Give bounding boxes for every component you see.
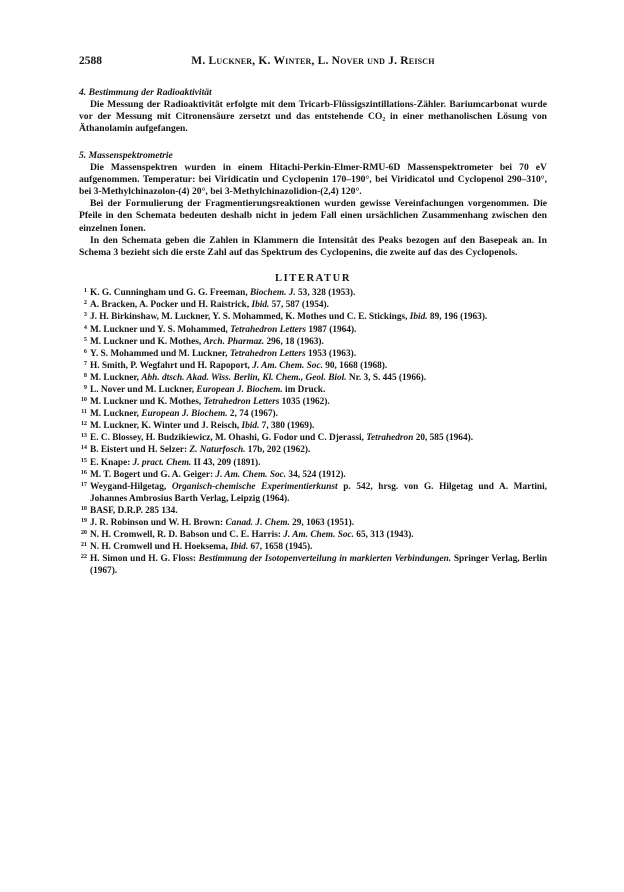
reference-number: 8 <box>83 371 87 379</box>
reference-details: Springer Verlag, Berlin (1967). <box>90 554 547 577</box>
reference-details: 17b, 202 (1962). <box>245 445 311 456</box>
reference-authors: N. H. Cromwell, R. D. Babson und C. E. Harris: <box>90 530 284 541</box>
reference-authors: A. Bracken, A. Pocker und H. Raistrick, <box>90 300 252 311</box>
reference-item <box>79 469 547 481</box>
reference-item <box>79 384 547 396</box>
reference-journal: J. Am. Chem. Soc. <box>283 530 354 541</box>
reference-details: 1953 (1963). <box>305 348 357 359</box>
reference-authors: K. G. Cunningham und G. G. Freeman, <box>90 288 250 299</box>
reference-details: 90, 1668 (1968). <box>322 360 388 371</box>
reference-item <box>79 396 547 408</box>
reference-item <box>79 299 547 311</box>
reference-item <box>79 348 547 360</box>
reference-journal: Canad. J. Chem. <box>225 518 290 529</box>
reference-authors: BASF, D.R.P. 285 134. <box>90 505 178 516</box>
reference-number: 17 <box>80 480 87 488</box>
section-title: 5. Massenspektrometrie <box>79 149 173 161</box>
reference-item <box>79 311 547 323</box>
reference-details: 7, 380 (1969). <box>259 421 315 432</box>
reference-number: 7 <box>83 359 87 367</box>
reference-journal: J. Am. Chem. Soc. <box>252 360 323 371</box>
reference-details: 89, 196 (1963). <box>427 312 488 323</box>
reference-list <box>79 287 547 577</box>
reference-item <box>79 529 547 541</box>
reference-number: 2 <box>83 299 87 307</box>
reference-item <box>79 481 547 505</box>
reference-authors: H. Smith, P. Wegfahrt und H. Rapoport, <box>90 360 253 371</box>
reference-number: 20 <box>80 529 87 537</box>
reference-item <box>79 541 547 553</box>
reference-item <box>79 287 547 299</box>
reference-number: 18 <box>80 504 87 512</box>
reference-number: 13 <box>80 432 87 440</box>
reference-number: 9 <box>83 383 87 391</box>
reference-item <box>79 505 547 517</box>
reference-journal: Tetrahedron Letters <box>203 397 280 408</box>
reference-number: 12 <box>80 420 87 428</box>
section-radioaktivitaet <box>79 87 547 136</box>
reference-number: 15 <box>80 456 87 464</box>
reference-journal: Abh. dtsch. Akad. Wiss. Berlin, Kl. Chem., Geol. Biol. <box>141 372 347 383</box>
reference-journal: Z. Naturfosch. <box>189 445 246 456</box>
reference-details: II 43, 209 (1891). <box>191 457 261 468</box>
reference-item <box>79 553 547 577</box>
reference-authors: M. Luckner, K. Winter und J. Reisch, <box>90 421 242 432</box>
reference-details: 29, 1063 (1951). <box>289 518 355 529</box>
reference-authors: M. Luckner und K. Mothes, <box>90 336 204 347</box>
reference-number: 19 <box>80 517 87 525</box>
paragraph: Die Massenspektren wurden in einem Hitachi-Perkin-Elmer-RMU-6D Massenspektrometer bei 70 eV aufgenommen. Temperatur: bei Viridicatin und Cyclopenin 170–190°, bei Viridicatol und Cyclopenol 290–310°, bei 3-Methylchinazolon-(4) 20°, bei 3-Methylchinazolidion-(2,4) 120°. <box>79 161 547 198</box>
reference-item <box>79 432 547 444</box>
reference-item <box>79 360 547 372</box>
reference-authors: N. H. Cromwell und H. Hoeksema, <box>90 542 231 553</box>
reference-number: 21 <box>80 541 87 549</box>
reference-journal: J. Am. Chem. Soc. <box>215 469 287 480</box>
reference-number: 4 <box>83 323 87 331</box>
reference-number: 11 <box>81 408 87 416</box>
reference-journal: Organisch-chemische Experimentierkunst <box>171 481 338 492</box>
reference-authors: J. R. Robinson und W. H. Brown: <box>90 518 226 529</box>
reference-item <box>79 336 547 348</box>
reference-authors: H. Simon und H. G. Floss: <box>90 554 199 565</box>
reference-details: 2, 74 (1967). <box>227 409 278 420</box>
reference-journal: Ibid. <box>241 421 260 432</box>
section-title: 4. Bestimmung der Radioaktivität <box>79 87 212 98</box>
reference-authors: M. T. Bogert und G. A. Geiger: <box>90 469 216 480</box>
reference-details: 296, 18 (1963). <box>264 336 324 347</box>
reference-journal: Ibid. <box>251 300 270 311</box>
reference-number: 14 <box>80 444 87 452</box>
reference-number: 3 <box>83 311 87 319</box>
reference-journal: Tetrahedron <box>366 433 414 444</box>
reference-number: 1 <box>83 287 87 295</box>
reference-authors: M. Luckner, <box>90 372 142 383</box>
reference-number: 5 <box>83 335 87 343</box>
reference-details: p. 542, hrsg. von G. Hilgetag und A. Martini, Johannes Ambrosius Barth Verlag, Leipzig (1964). <box>90 481 547 504</box>
reference-details: im Druck. <box>282 384 326 395</box>
reference-journal: Ibid. <box>409 312 428 323</box>
reference-authors: Weygand-Hilgetag, <box>90 481 172 492</box>
reference-number: 22 <box>80 553 87 561</box>
reference-journal: Arch. Pharmaz. <box>203 336 265 347</box>
reference-journal: Tetrahedron Letters <box>230 324 307 335</box>
reference-journal: Ibid. <box>230 542 249 553</box>
reference-details: 65, 313 (1943). <box>353 530 414 541</box>
reference-details: 20, 585 (1964). <box>413 433 474 444</box>
reference-details: 57, 587 (1954). <box>269 300 329 311</box>
reference-journal: Tetrahedron Letters <box>229 348 306 359</box>
reference-details: 53, 328 (1953). <box>295 288 356 299</box>
reference-authors: M. Luckner und K. Mothes, <box>90 397 204 408</box>
paragraph: Die Messung der Radioaktivität erfolgte mit dem Tricarb-Flüssigszintillations-Zähler. Bariumcarbonat wurde vor der Messung mit Citronensäure zersetzt und das entstehende CO₂ in einer methanolischen Lösung von Äthanolamin aufgefangen. <box>79 99 547 135</box>
paragraph: Bei der Formulierung der Fragmentierungsreaktionen wurden gewisse Vereinfachungen vorgenommen. Die Pfeile in den Schemata bedeuten deshalb nicht in jedem Fall einen ursächlichen Zusammenhang zwischen den einzelnen Ionen. <box>79 198 547 234</box>
reference-authors: B. Eistert und H. Selzer: <box>90 445 190 456</box>
reference-journal: Biochem. J. <box>249 288 296 299</box>
reference-authors: M. Luckner, <box>90 409 142 420</box>
reference-item <box>79 457 547 469</box>
section-massenspektrometrie <box>79 150 547 260</box>
reference-journal: European J. Biochem. <box>141 409 228 420</box>
page-number: 2588 <box>79 55 102 67</box>
reference-details: 1035 (1962). <box>279 397 330 408</box>
reference-authors: L. Nover und M. Luckner, <box>90 384 197 395</box>
reference-details: 34, 524 (1912). <box>286 469 346 480</box>
paragraph: In den Schemata geben die Zahlen in Klammern die Intensität des Peaks bezogen auf den Basepeak an. In Schema 3 bezieht sich die erste Zahl auf das Spektrum des Cyclopenins, die zweite auf das des Cyclopenols. <box>79 234 547 259</box>
reference-authors: Y. S. Mohammed und M. Luckner, <box>90 348 230 359</box>
reference-item <box>79 324 547 336</box>
reference-number: 6 <box>83 347 87 355</box>
reference-details: Nr. 3, S. 445 (1966). <box>346 372 427 383</box>
page <box>79 55 547 577</box>
reference-details: 1987 (1964). <box>306 324 357 335</box>
reference-item <box>79 517 547 529</box>
reference-item <box>79 408 547 420</box>
reference-journal: J. pract. Chem. <box>132 457 192 468</box>
reference-item <box>79 420 547 432</box>
running-header <box>79 55 547 67</box>
reference-authors: J. H. Birkinshaw, M. Luckner, Y. S. Mohammed, K. Mothes und C. E. Stickings, <box>90 312 410 323</box>
reference-number: 10 <box>80 396 87 404</box>
reference-number: 16 <box>80 468 87 476</box>
reference-journal: European J. Biochem. <box>196 384 283 395</box>
reference-journal: Bestimmung der Isotopenverteilung in markierten Verbindungen. <box>198 554 452 565</box>
reference-authors: E. C. Blossey, H. Budzikiewicz, M. Ohashi, G. Fodor und C. Djerassi, <box>90 433 367 444</box>
reference-details: 67, 1658 (1945). <box>248 542 313 553</box>
reference-authors: E. Knape: <box>90 457 133 468</box>
reference-item <box>79 444 547 456</box>
running-header-authors: M. Luckner, K. Winter, L. Nover und J. Reisch <box>191 55 435 67</box>
reference-authors: M. Luckner und Y. S. Mohammed, <box>90 324 231 335</box>
reference-item <box>79 372 547 384</box>
literatur-heading: LITERATUR <box>274 273 352 285</box>
